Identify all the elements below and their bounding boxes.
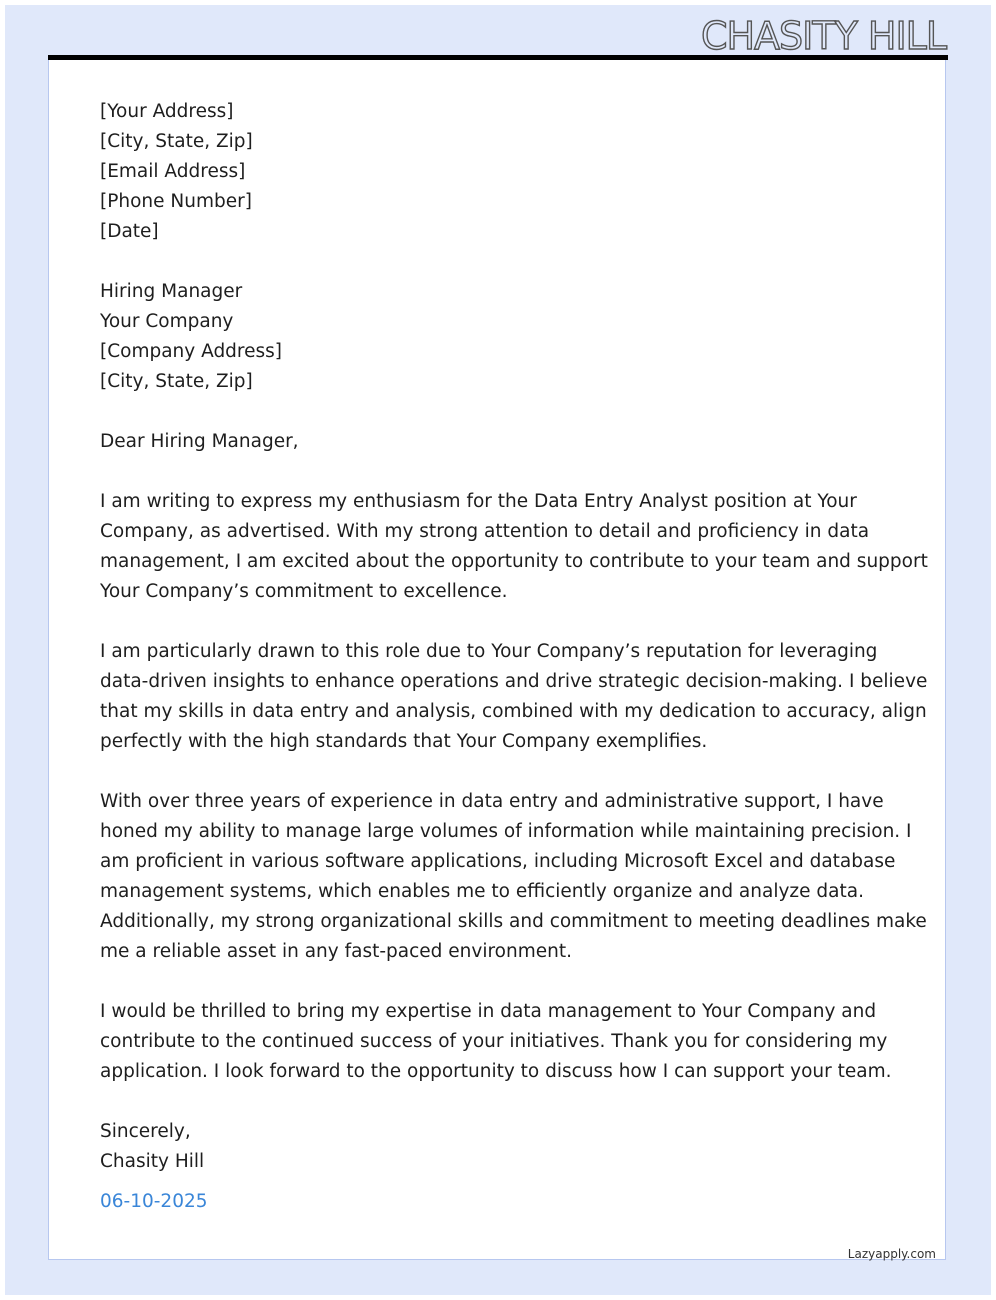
letter-date: 06-10-2025 — [100, 1191, 208, 1212]
paragraph-line: contribute to the continued success of your initiatives. Thank you for considering my — [100, 1031, 888, 1052]
recipient-block — [100, 277, 900, 397]
paragraph-line: I would be thrilled to bring my expertise in data management to Your Company and — [100, 1001, 877, 1022]
paragraph-line: Company, as advertised. With my strong attention to detail and proficiency in data — [100, 521, 870, 542]
sender-date: [Date] — [100, 221, 159, 242]
sender-address: [Your Address] — [100, 101, 234, 122]
paragraph-line: me a reliable asset in any fast-paced environment. — [100, 941, 572, 962]
spacer — [100, 757, 900, 787]
spacer — [100, 247, 900, 277]
spacer — [100, 967, 900, 997]
body-paragraph-4 — [100, 997, 900, 1087]
sender-phone: [Phone Number] — [100, 191, 252, 212]
sender-city: [City, State, Zip] — [100, 131, 253, 152]
paragraph-line: data-driven insights to enhance operations and drive strategic decision-making. I believe — [100, 671, 928, 692]
paragraph-line: that my skills in data entry and analysis, combined with my dedication to accuracy, align — [100, 701, 927, 722]
spacer — [100, 397, 900, 427]
paragraph-line: Your Company’s commitment to excellence. — [100, 581, 508, 602]
paragraph-line: honed my ability to manage large volumes of information while maintaining precision. I — [100, 821, 912, 842]
paragraph-line: management systems, which enables me to efficiently organize and analyze data. — [100, 881, 864, 902]
paragraph-line: I am particularly drawn to this role due to Your Company’s reputation for leveraging — [100, 641, 878, 662]
body-paragraph-1 — [100, 487, 928, 607]
recipient-title: Hiring Manager — [100, 281, 243, 302]
body-paragraph-2 — [100, 637, 928, 757]
paragraph-line: Additionally, my strong organizational skills and commitment to meeting deadlines make — [100, 911, 927, 932]
sender-email: [Email Address] — [100, 161, 246, 182]
watermark: Lazyapply.com — [847, 1247, 936, 1261]
body-paragraph-3 — [100, 787, 927, 967]
spacer — [100, 457, 900, 487]
closing: Sincerely, — [100, 1121, 191, 1142]
spacer — [100, 1087, 900, 1117]
paragraph-line: I am writing to express my enthusiasm for the Data Entry Analyst position at Your — [100, 491, 857, 512]
paragraph-line: perfectly with the high standards that Your Company exemplifies. — [100, 731, 708, 752]
recipient-company: Your Company — [100, 311, 234, 332]
salutation: Dear Hiring Manager, — [100, 431, 299, 452]
letter-body — [100, 97, 928, 1177]
signature: Chasity Hill — [100, 1151, 205, 1172]
spacer — [100, 607, 900, 637]
paragraph-line: management, I am excited about the opportunity to contribute to your team and support — [100, 551, 928, 572]
sender-block — [100, 97, 900, 247]
recipient-address: [Company Address] — [100, 341, 283, 362]
paragraph-line: application. I look forward to the opportunity to discuss how I can support your team. — [100, 1061, 892, 1082]
paragraph-line: am proficient in various software applications, including Microsoft Excel and database — [100, 851, 896, 872]
paragraph-line: With over three years of experience in data entry and administrative support, I have — [100, 791, 884, 812]
recipient-city: [City, State, Zip] — [100, 371, 253, 392]
candidate-name: CHASITY HILL — [700, 14, 946, 58]
